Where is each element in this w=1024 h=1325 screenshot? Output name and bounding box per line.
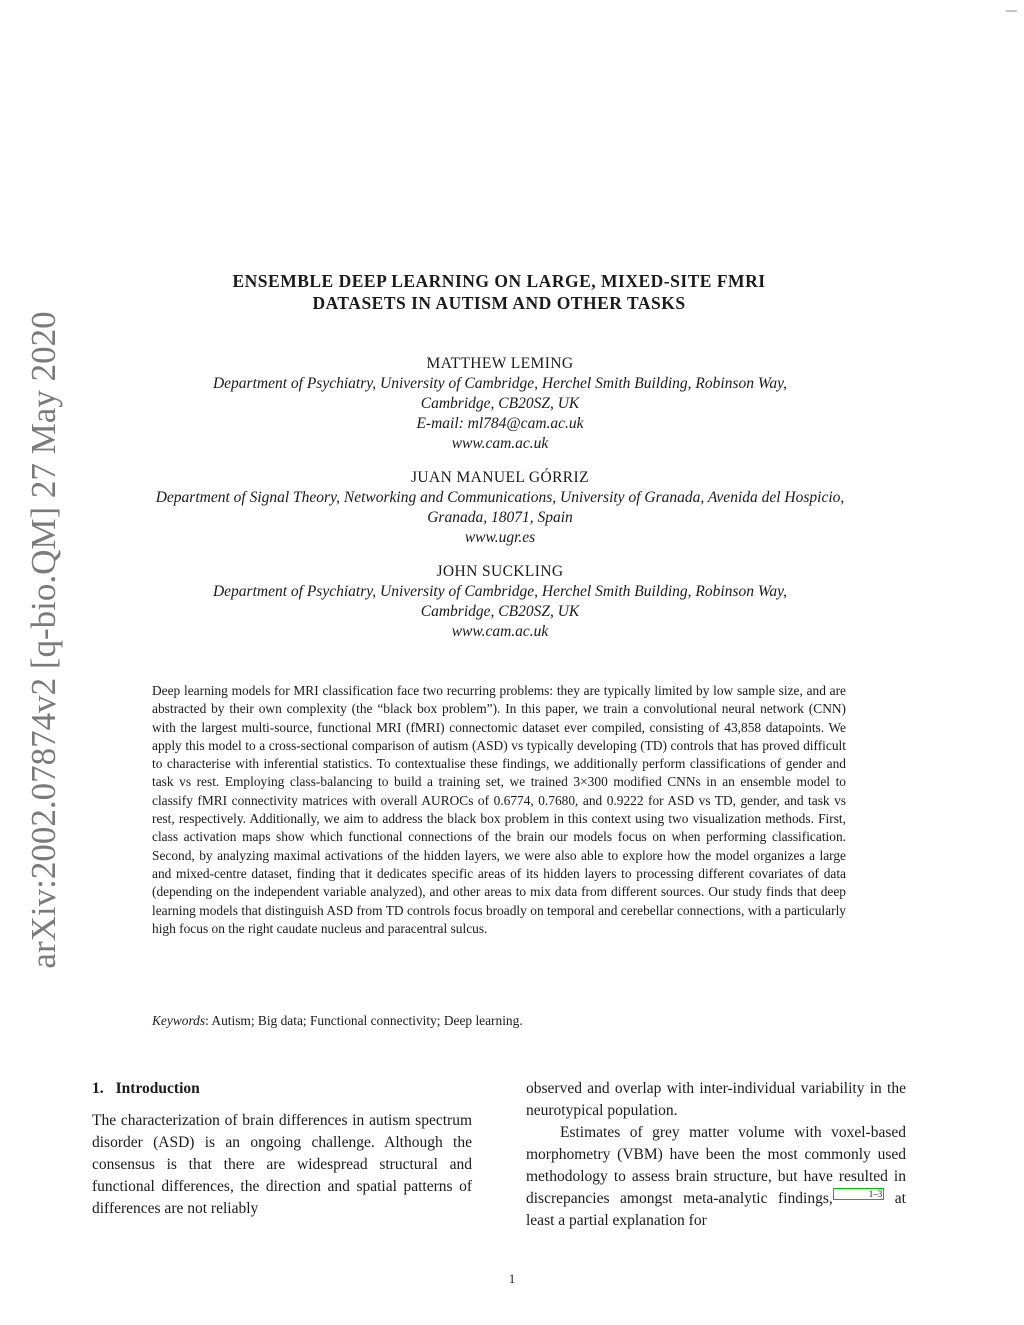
keywords [152, 1013, 846, 1029]
abstract: Deep learning models for MRI classification face two recurring problems: they are typically limited by low sample size, and are abstracted by their own complexity (the “black box problem”). In this paper, we train a convolutional neural network (CNN) with the largest multi-source, functional MRI (fMRI) connectomic dataset ever compiled, consisting of 43,858 datapoints. We apply this model to a cross-sectional comparison of autism (ASD) vs typically developing (TD) controls that has proved difficult to characterise with inferential statistics. To contextualise these findings, we additionally perform classifications of gender and task vs rest. Employing class-balancing to build a training set, we trained 3×300 modified CNNs in an ensemble model to classify fMRI connectivity matrices with overall AUROCs of 0.6774, 0.7680, and 0.9222 for ASD vs TD, gender, and task vs rest, respectively. Additionally, we aim to address the black box problem in this context using two visualization methods. First, class activation maps show which functional connections of the brain our models focus on when performing classification. Second, by analyzing maximal activations of the hidden layers, we were also able to explore how the model organizes a large and mixed-centre dataset, finding that it dedicates specific areas of its hidden layers to processing different covariates of data (depending on the independent variable analyzed), and other areas to mix data from different sources. Our study finds that deep learning models that distinguish ASD from TD controls focus broadly on temporal and cerebellar connections, with a particularly high focus on the right caudate nucleus and paracentral sulcus. [152, 683, 846, 936]
intro-paragraph-right-1: observed and overlap with inter-individual variability in the neurotypical population. [526, 1080, 906, 1119]
section-number: 1. [92, 1080, 104, 1097]
paragraph-text: Estimates of grey matter volume with voxel-based morphometry (VBM) have been the most commonly used methodology to assess brain structure, but have resulted in discrepancies amongst meta-analytic findings, [526, 1124, 906, 1208]
author-block-2 [80, 468, 920, 548]
author-block-3 [80, 562, 920, 642]
title-line-2: DATASETS IN AUTISM AND OTHER TASKS [312, 293, 686, 313]
right-column [526, 1078, 906, 1232]
citation-link[interactable]: 1–3 [833, 1188, 885, 1200]
keywords-label: Keywords [152, 1013, 206, 1028]
corner-mark [1004, 0, 1018, 14]
email-line[interactable]: E-mail: ml784@cam.ac.uk [416, 415, 584, 432]
author-block-1 [80, 354, 920, 454]
affiliation-line: Department of Psychiatry, University of Cambridge, Herchel Smith Building, Robinson Way, [212, 375, 787, 392]
intro-paragraph-left: The characterization of brain differences in autism spectrum disorder (ASD) is an ongoing challenge. Although the consensus is that there are widespread structural and functional differences, the direction and spatial patterns of differences are not reliably [92, 1112, 472, 1217]
author-name: JUAN MANUEL GÓRRIZ [411, 469, 589, 486]
website-link[interactable]: www.ugr.es [464, 529, 536, 546]
intro-paragraph-right-2 [526, 1122, 906, 1232]
title-line-1: ENSEMBLE DEEP LEARNING ON LARGE, MIXED-SITE FMRI [232, 271, 766, 291]
affiliation-line: Department of Psychiatry, University of Cambridge, Herchel Smith Building, Robinson Way, [212, 583, 787, 600]
keywords-text: : Autism; Big data; Functional connectivity; Deep learning. [205, 1013, 523, 1028]
page-number: 1 [508, 1271, 516, 1286]
author-name: MATTHEW LEMING [426, 355, 574, 372]
author-name: JOHN SUCKLING [436, 563, 564, 580]
affiliation-line: Cambridge, CB20SZ, UK [420, 603, 580, 620]
affiliation-line: Department of Signal Theory, Networking and Communications, University of Granada, Avenida del Hospicio, [155, 489, 845, 506]
arxiv-side-stamp: arXiv:2002.07874v2 [q-bio.QM] 27 May 2020 [24, 311, 63, 969]
paragraph-text: at least a partial explanation for [526, 1190, 906, 1230]
paper-title [140, 270, 858, 314]
website-link[interactable]: www.cam.ac.uk [451, 623, 549, 640]
section-title: Introduction [115, 1080, 200, 1097]
section-heading [92, 1078, 472, 1100]
website-link[interactable]: www.cam.ac.uk [451, 435, 549, 452]
left-column [92, 1078, 472, 1220]
affiliation-line: Granada, 18071, Spain [427, 509, 573, 526]
affiliation-line: Cambridge, CB20SZ, UK [420, 395, 580, 412]
